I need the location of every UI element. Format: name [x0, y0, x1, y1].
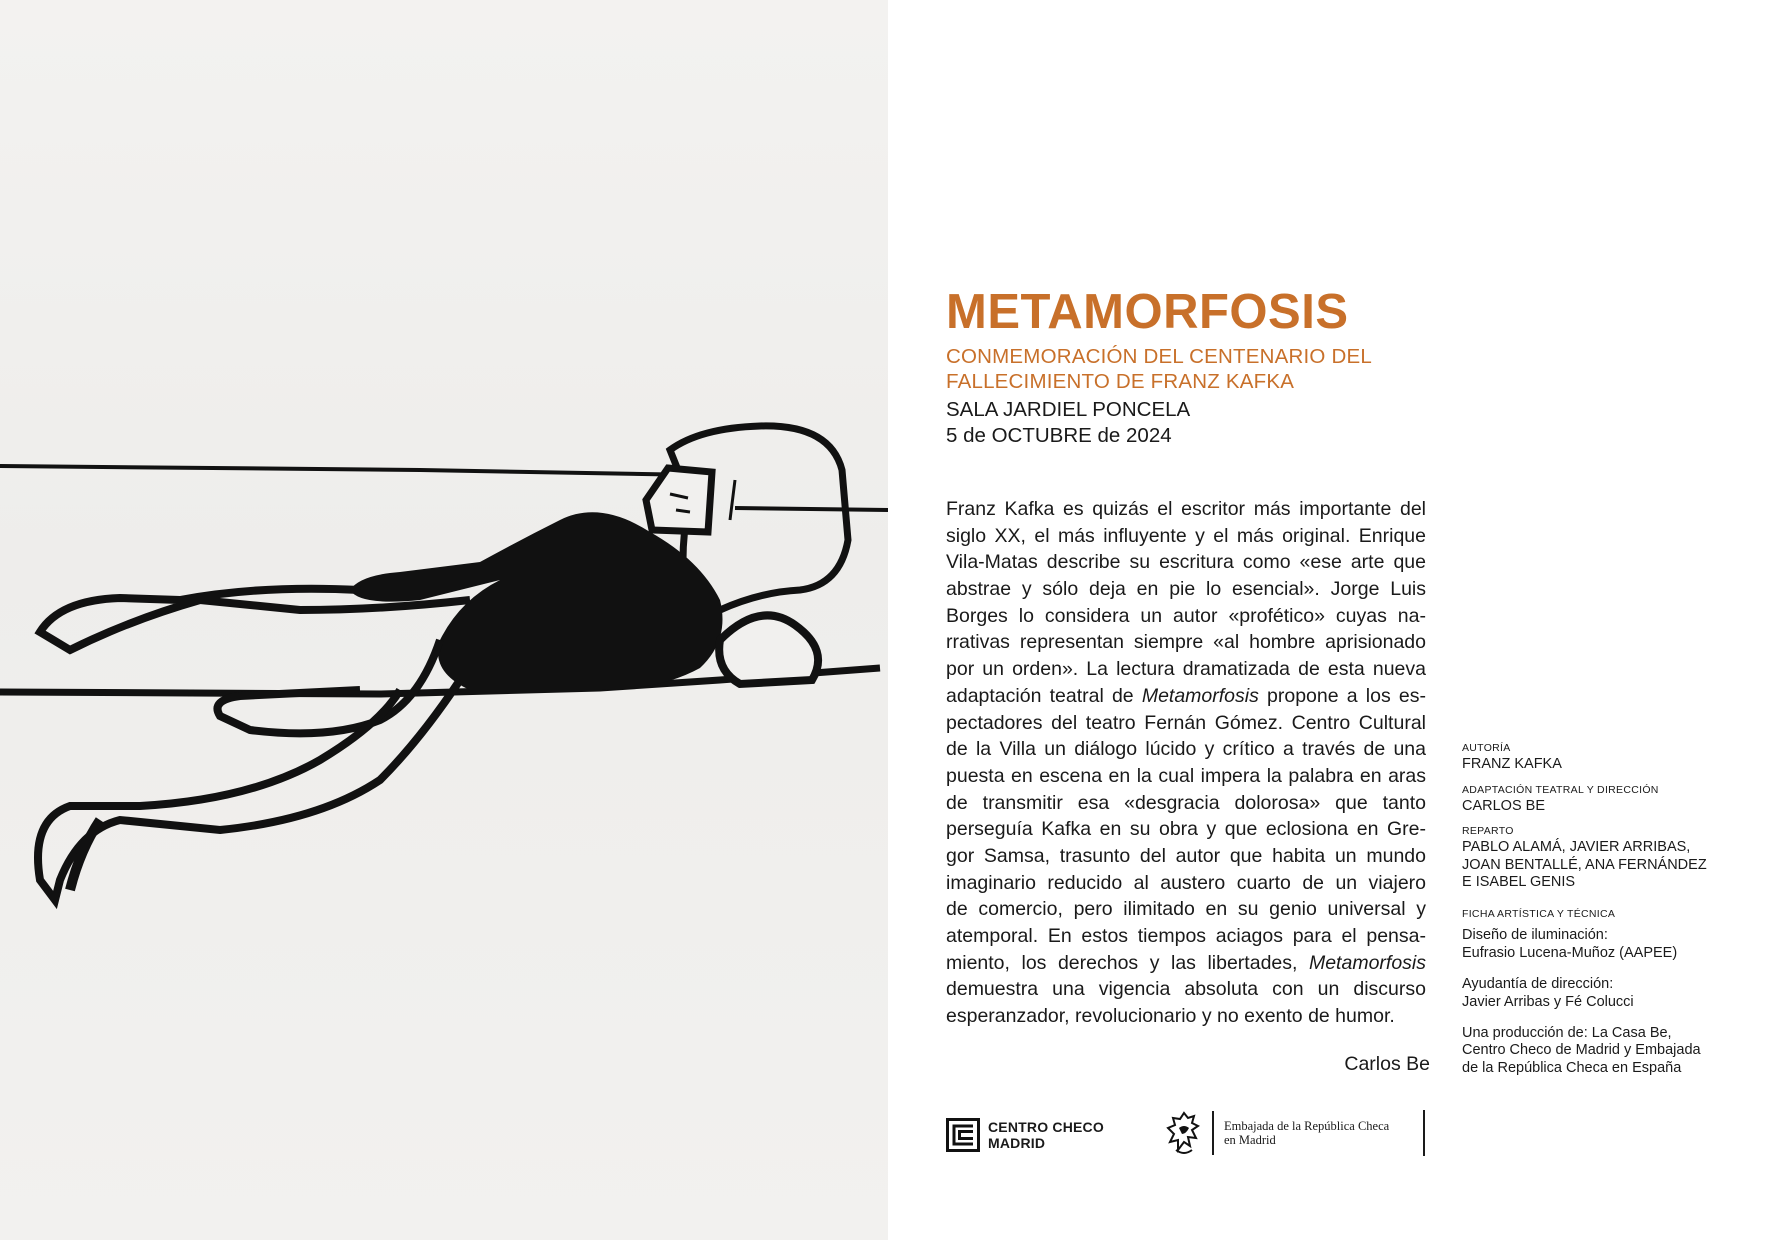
embassy-name [1224, 1119, 1389, 1147]
body-fragment: adaptación teatral de [946, 684, 1142, 707]
description-text [946, 496, 1426, 1030]
body-line: imaginario reducido al austero cuarto de un viajero [946, 871, 1426, 894]
spacer [1462, 1012, 1712, 1024]
credit-caption: REPARTO [1462, 825, 1514, 837]
body-line: de transmitir esa «desgracia dolorosa» que tanto [946, 791, 1426, 814]
body-fragment: miento, los derechos y las libertades, [946, 951, 1309, 974]
subtitle-line: FALLECIMIENTO DE FRANZ KAFKA [946, 370, 1295, 393]
czech-lion-crest-icon [1164, 1110, 1204, 1156]
credit-value: CARLOS BE [1462, 797, 1545, 814]
centro-checo-logo-icon [946, 1118, 980, 1152]
logo-text-line: Embajada de la República Checa [1224, 1119, 1390, 1133]
spacer [1462, 963, 1712, 975]
credits-column [1462, 742, 1712, 1077]
body-line: pectadores del teatro Fernán Gómez. Centro Cultural [946, 711, 1426, 734]
cast-line: E ISABEL GENIS [1462, 874, 1576, 890]
centro-checo-logo [946, 1118, 1104, 1152]
production-credit [1462, 1025, 1712, 1078]
body-line [946, 950, 1426, 977]
author-signature: Carlos Be [1344, 1053, 1430, 1075]
credit-caption: AUTORÍA [1462, 742, 1511, 754]
logo-text-line: MADRID [988, 1135, 1046, 1151]
body-line: atemporal. En estos tiempos aciagos para el pensa- [946, 925, 1426, 947]
body-line: esperanzador, revolucionario y no exento de humor. [946, 1005, 1395, 1028]
credit-value: Eufrasio Lucena-Muñoz (AAPEE) [1462, 945, 1678, 961]
cast-line: JOAN BENTALLÉ, ANA FERNÁNDEZ [1462, 856, 1707, 873]
credit-label: Diseño de iluminación: [1462, 926, 1608, 943]
body-line: Vila-Matas describe su escritura como «ese arte que [946, 551, 1426, 574]
body-line: demuestra una vigencia absoluta con un discurso [946, 978, 1426, 1001]
body-fragment: propone a los es- [1258, 684, 1426, 707]
body-line: Borges lo considera un autor «profético» cuyas na- [946, 604, 1426, 627]
horizon-line-upper [0, 466, 700, 475]
logo-text-line: CENTRO CHECO [988, 1119, 1104, 1135]
body-line: gor Samsa, trasunto del autor que habita un mundo [946, 844, 1426, 867]
page-title: METAMORFOSIS [946, 285, 1349, 339]
figure-torso [350, 512, 723, 690]
credit-caption: ADAPTACIÓN TEATRAL Y DIRECCIÓN [1462, 783, 1659, 796]
body-line: abstrae y sólo deja en pie lo esencial». Jorge Luis [946, 578, 1426, 601]
production-line: de la República Checa en España [1462, 1059, 1682, 1076]
credit-value [1462, 839, 1712, 892]
round-object [719, 615, 818, 684]
credit-label: Ayudantía de dirección: [1462, 975, 1614, 992]
credit-caption: FICHA ARTÍSTICA Y TÉCNICA [1462, 907, 1616, 920]
logo-text-line: en Madrid [1224, 1133, 1276, 1147]
figure-arm [218, 640, 441, 733]
centro-checo-name [988, 1119, 1104, 1151]
body-line: Franz Kafka es quizás el escritor más importante del [946, 498, 1426, 520]
work-title-italic: Metamorfosis [1141, 684, 1259, 707]
body-line: por un orden». La lectura dramatizada de esta nueva [946, 658, 1426, 681]
credit-value: FRANZ KAFKA [1462, 756, 1562, 772]
body-line: de comercio, pero ilimitado en su genio universal y [946, 898, 1426, 921]
logo-divider [1423, 1110, 1425, 1156]
venue: SALA JARDIEL PONCELA [946, 398, 1191, 421]
production-line: Una producción de: La Casa Be, [1462, 1024, 1672, 1041]
production-line: Centro Checo de Madrid y Embajada [1462, 1042, 1701, 1058]
embassy-logo [1164, 1110, 1389, 1156]
body-line: rrativas representan siempre «al hombre aprisionado [946, 631, 1426, 654]
subtitle [946, 344, 1466, 394]
figure-head [646, 468, 712, 532]
body-line: perseguía Kafka en su obra y que eclosiona en Gre- [946, 818, 1426, 841]
body-line: siglo XX, el más influyente y el más original. Enrique [946, 524, 1426, 547]
work-title-italic: Metamorfosis [1308, 951, 1426, 974]
body-line: de la Villa un diálogo lúcido y crítico a través de una [946, 738, 1426, 761]
horizon-line-right [735, 508, 888, 510]
body-line: puesta en escena en la cual impera la palabra en aras [946, 764, 1426, 787]
subtitle-line: CONMEMORACIÓN DEL CENTENARIO DEL [946, 345, 1372, 368]
cast-line: PABLO ALAMÁ, JAVIER ARRIBAS, [1462, 839, 1691, 855]
chair-detail [730, 480, 735, 520]
body-line [946, 683, 1426, 710]
credit-value: Javier Arribas y Fé Colucci [1462, 994, 1634, 1010]
logo-divider [1212, 1111, 1214, 1155]
event-date: 5 de OCTUBRE de 2024 [946, 424, 1172, 447]
